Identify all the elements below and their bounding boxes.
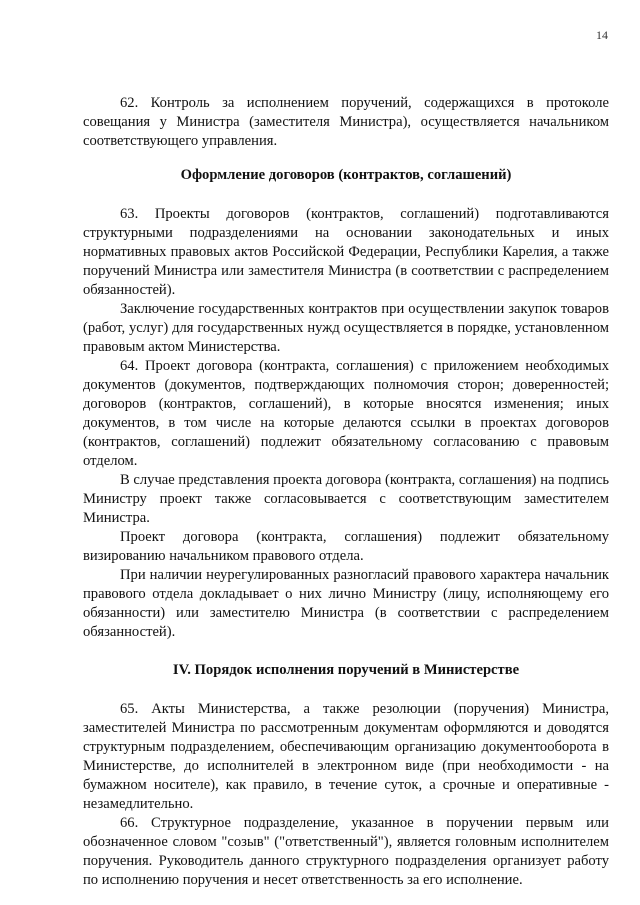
paragraph-63: 63. Проекты договоров (контрактов, соглашений) подготавливаются структурными подразделениями на основании законодательных и иных нормативных правовых актов Российской Федерации, Республики Карелия, а также поручений Министра или заместителя Министра (в соответствии с распределением обязанностей).	[83, 206, 609, 298]
paragraph-62: 62. Контроль за исполнением поручений, содержащихся в протоколе совещания у Министра (заместителя Министра), осуществляется начальником соответствующего управления.	[83, 95, 609, 149]
paragraph-66: 66. Структурное подразделение, указанное в поручении первым или обозначенное словом "созыв" ("ответственный"), является головным исполнителем поручения. Руководитель данного структурного подразделения организует работу по исполнению поручения и несет ответственность за его исполнение.	[83, 815, 609, 888]
paragraph-64: 64. Проект договора (контракта, соглашения) с приложением необходимых документов (документов, подтверждающих полномочия сторон; доверенностей; договоров (контрактов, соглашений), в которые вносятся изменения; иных документов, в том числе на которые делаются ссылки в проектах договоров (контрактов, соглашений) подлежит обязательному согласованию с правовым отделом.	[83, 358, 609, 469]
paragraph-64-disagreements: При наличии неурегулированных разногласий правового характера начальник правового отдела докладывает о них лично Министру (лицу, исполняющему его обязанности) или заместителю Министра (в соответствии с распределением обязанностей).	[83, 567, 609, 640]
section-heading-contracts: Оформление договоров (контрактов, соглашений)	[180, 167, 512, 183]
section-heading-iv: IV. Порядок исполнения поручений в Министерстве	[172, 662, 520, 678]
paragraph-64-signature: В случае представления проекта договора (контракта, соглашения) на подпись Министру проект также согласовывается с соответствующим заместителем Министра.	[83, 472, 609, 526]
paragraph-63-procurement: Заключение государственных контрактов при осуществлении закупок товаров (работ, услуг) для государственных нужд осуществляется в порядке, установленном правовым актом Министерства.	[83, 301, 609, 355]
page-number: 14	[596, 28, 608, 42]
paragraph-65: 65. Акты Министерства, а также резолюции (поручения) Министра, заместителей Министра по рассмотренным документам оформляются и доводятся структурным подразделением, обеспечивающим организацию документооборота в Министерстве, до исполнителей в электронном виде (при необходимости - на бумажном носителе), как правило, в течение суток, а срочные и оперативные - незамедлительно.	[83, 701, 609, 812]
document-body	[83, 94, 609, 890]
paragraph-64-visa: Проект договора (контракта, соглашения) подлежит обязательному визированию начальником правового отдела.	[83, 529, 609, 564]
